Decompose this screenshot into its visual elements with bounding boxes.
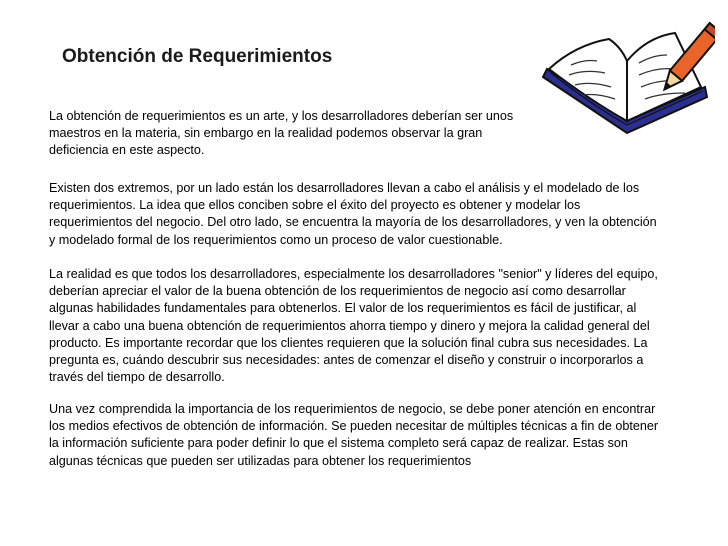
text-line: deficiencia en este aspecto. [49,143,205,158]
text-line: los medios efectivos de obtención de información. Se pueden necesitar de múltiples técnicas a fin de obtener [49,419,659,434]
paragraph-4 [49,401,658,470]
text-line: La realidad es que todos los desarrolladores, especialmente los desarrolladores "senior" y líderes del equipo, [49,267,658,281]
paragraph-2 [49,180,657,249]
text-line: Una vez comprendida la importancia de los requerimientos de negocio, se debe poner atención en encontrar [49,402,656,416]
slide-title: Obtención de Requerimientos [62,46,333,67]
text-line: La obtención de requerimientos es un arte, y los desarrolladores deberían ser unos [49,109,514,123]
text-line: algunas habilidades fundamentales para obtenerlos. El valor de los requerimientos es fácil de justificar, al [49,301,637,316]
paragraph-1 [49,108,513,160]
paragraph-3 [49,266,658,386]
text-line: producto. Es importante recordar que los clientes requieren que la solución final cubra sus necesidades. La [49,335,648,350]
text-line: través del tiempo de desarrollo. [49,370,225,385]
text-line: requerimientos del negocio. Del otro lado, se encuentra la mayoría de los desarrolladores, y ven la obtención [49,215,657,230]
text-line: deberían apreciar el valor de la buena obtención de los requerimientos de negocio así como desarrollar [49,284,626,299]
text-line: la información suficiente para poder definir lo que el sistema completo será capaz de realizar. Estas son [49,436,628,451]
text-line: algunas técnicas que pueden ser utilizadas para obtener los requerimientos [49,453,472,468]
text-line: pregunta es, cuándo descubrir sus necesidades: antes de comenzar el diseño y construir o incorporarlos a [49,353,644,368]
text-line: llevar a cabo una buena obtención de requerimientos ahorra tiempo y dinero y mejora la calidad general del [49,318,650,333]
text-line: y modelado formal de los requerimientos como un proceso de valor cuestionable. [49,232,503,247]
text-line: Existen dos extremos, por un lado están los desarrolladores llevan a cabo el análisis y el modelado de los [49,181,640,195]
text-line: maestros en la materia, sin embargo en la realidad podemos observar la gran [49,126,483,141]
text-line: requerimientos. La idea que ellos conciben sobre el éxito del proyecto es obtener y modelar los [49,198,581,213]
open-book-with-pencil-icon [535,15,715,145]
